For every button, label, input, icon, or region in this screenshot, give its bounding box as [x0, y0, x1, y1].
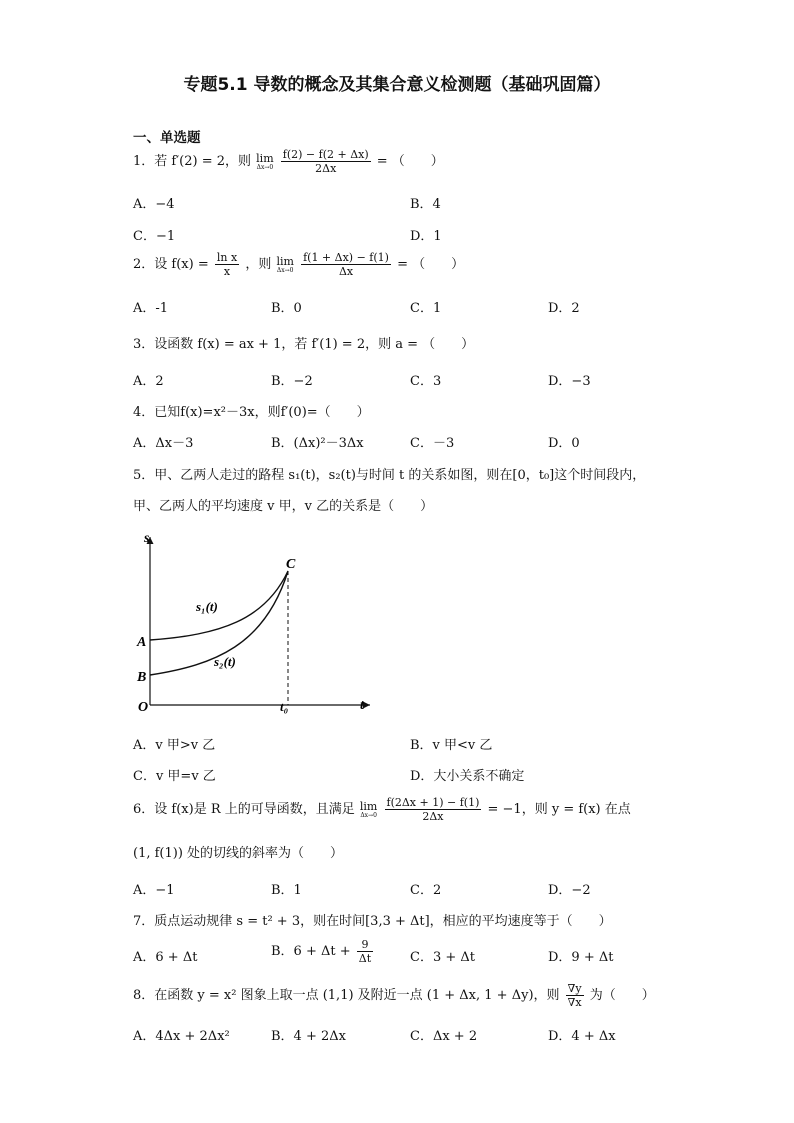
q3-option-c: C．3: [410, 374, 442, 389]
q6-option-d: D．−2: [548, 883, 591, 898]
q8-stem-a: 8．在函数 y = x² 图象上取一点 (1,1) 及附近一点 (1 + Δx, 1 + Δy)，则: [133, 988, 560, 1003]
label-c: C: [286, 557, 296, 572]
q2-option-b: B．0: [271, 301, 302, 316]
q4-option-b: B．(Δx)²－3Δx: [271, 436, 364, 451]
label-s1: s₁(t): [196, 599, 218, 614]
q8-option-b: B．4 + 2Δx: [271, 1029, 346, 1044]
q6-stem-a: 6．设 f(x)是 R 上的可导函数，且满足: [133, 802, 355, 817]
q2-option-c: C．1: [410, 301, 442, 316]
q3-option-a: A．2: [133, 374, 164, 389]
q2-stem-b: = （ ）: [397, 257, 465, 272]
q1-option-c: C．−1: [133, 229, 176, 244]
q2-function-fraction: $\frac{\text{ln x}}{x}$: [216, 251, 238, 278]
q6-fraction: $\frac{f(2\Delta x + 1) - f(1)}{2\Delta x}$: [386, 796, 480, 823]
label-s2: s₂(t): [214, 654, 236, 669]
q4-option-d: D．0: [548, 436, 580, 451]
q3-option-d: D．−3: [548, 374, 591, 389]
q2-limit: lim Δx→0: [276, 254, 294, 274]
q1-stem-b: = （ ）: [376, 154, 444, 169]
q2-stem-mid: ，则: [245, 257, 272, 272]
q8-fraction: $\frac{\nabla y}{\nabla x}$: [567, 982, 582, 1009]
q7-option-b: B．6 + Δt + $\frac{9}{\Delta t}$: [271, 938, 372, 965]
label-s: s: [144, 531, 150, 546]
q5-option-b: B．v 甲<v 乙: [410, 738, 493, 753]
q5-option-a: A．v 甲>v 乙: [133, 738, 216, 753]
label-a: A: [137, 635, 147, 650]
q8-option-c: C．Δx + 2: [410, 1029, 478, 1044]
question-8: [133, 982, 655, 1009]
q8-stem-b: 为（ ）: [589, 988, 655, 1003]
q6-limit: lim Δx→0: [359, 799, 378, 819]
label-t: t: [360, 698, 364, 713]
question-7: 7．质点运动规律 s = t² + 3，则在时间[3,3 + Δt]，相应的平均速度等于（ ）: [133, 914, 612, 929]
q5-option-c: C．v 甲=v 乙: [133, 769, 216, 784]
q7-option-a: A．6 + Δt: [133, 950, 198, 965]
question-4: 4．已知f(x)=x²－3x，则f′(0)=（ ）: [133, 405, 370, 420]
q1-stem-a: 1．若 f′(2) = 2，则: [133, 154, 252, 169]
q3-option-b: B．−2: [271, 374, 313, 389]
q1-option-b: B．4: [410, 197, 441, 212]
question-3: 3．设函数 f(x) = ax + 1，若 f′(1) = 2，则 a = （ ）: [133, 337, 475, 352]
q8-option-a: A．4Δx + 2Δx²: [133, 1029, 230, 1044]
q5-graph: [130, 525, 380, 720]
question-6: [133, 796, 631, 823]
q6-option-c: C．2: [410, 883, 442, 898]
q7-option-d: D．9 + Δt: [548, 950, 614, 965]
question-1: [133, 148, 444, 175]
question-5-line-1: 5．甲、乙两人走过的路程 s₁(t)，s₂(t)与时间 t 的关系如图，则在[0，t₀]这个时间段内，: [133, 468, 646, 483]
q1-fraction: $\frac{f(2) - f(2 + \Delta x)}{2\Delta x}$: [282, 148, 369, 175]
q1-option-a: A．−4: [133, 197, 175, 212]
label-t0: t₀: [280, 699, 289, 714]
q5-option-d: D．大小关系不确定: [410, 769, 525, 784]
q4-option-c: C．－3: [410, 436, 455, 451]
q1-limit: lim Δx→0: [256, 151, 274, 171]
curve-s1: [150, 571, 288, 640]
label-origin: O: [138, 700, 149, 715]
question-5-line-2: 甲、乙两人的平均速度 v 甲，v 乙的关系是（ ）: [133, 499, 434, 514]
q2-fraction: $\frac{f(1 + \Delta x) - f(1)}{\Delta x}$: [303, 251, 389, 278]
q2-stem-a: 2．设 f(x) =: [133, 257, 209, 272]
section-heading: 一、单选题: [133, 130, 201, 146]
q6-option-a: A．−1: [133, 883, 175, 898]
q6-stem-b: = −1，则 y = f(x) 在点: [487, 802, 631, 817]
q2-option-d: D．2: [548, 301, 580, 316]
label-b: B: [137, 670, 147, 685]
q6-option-b: B．1: [271, 883, 302, 898]
question-2: [133, 251, 464, 278]
q8-option-d: D．4 + Δx: [548, 1029, 616, 1044]
q7-option-b-fraction: $\frac{9}{\Delta t}$: [358, 938, 372, 965]
question-6-line-2: (1, f(1)) 处的切线的斜率为（ ）: [133, 846, 344, 861]
q4-option-a: A．Δx－3: [133, 436, 194, 451]
q7-option-c: C．3 + Δt: [410, 950, 475, 965]
q2-option-a: A．-1: [133, 301, 169, 316]
q1-option-d: D．1: [410, 229, 442, 244]
page-title: 专题5.1 导数的概念及其集合意义检测题（基础巩固篇）: [183, 75, 611, 95]
